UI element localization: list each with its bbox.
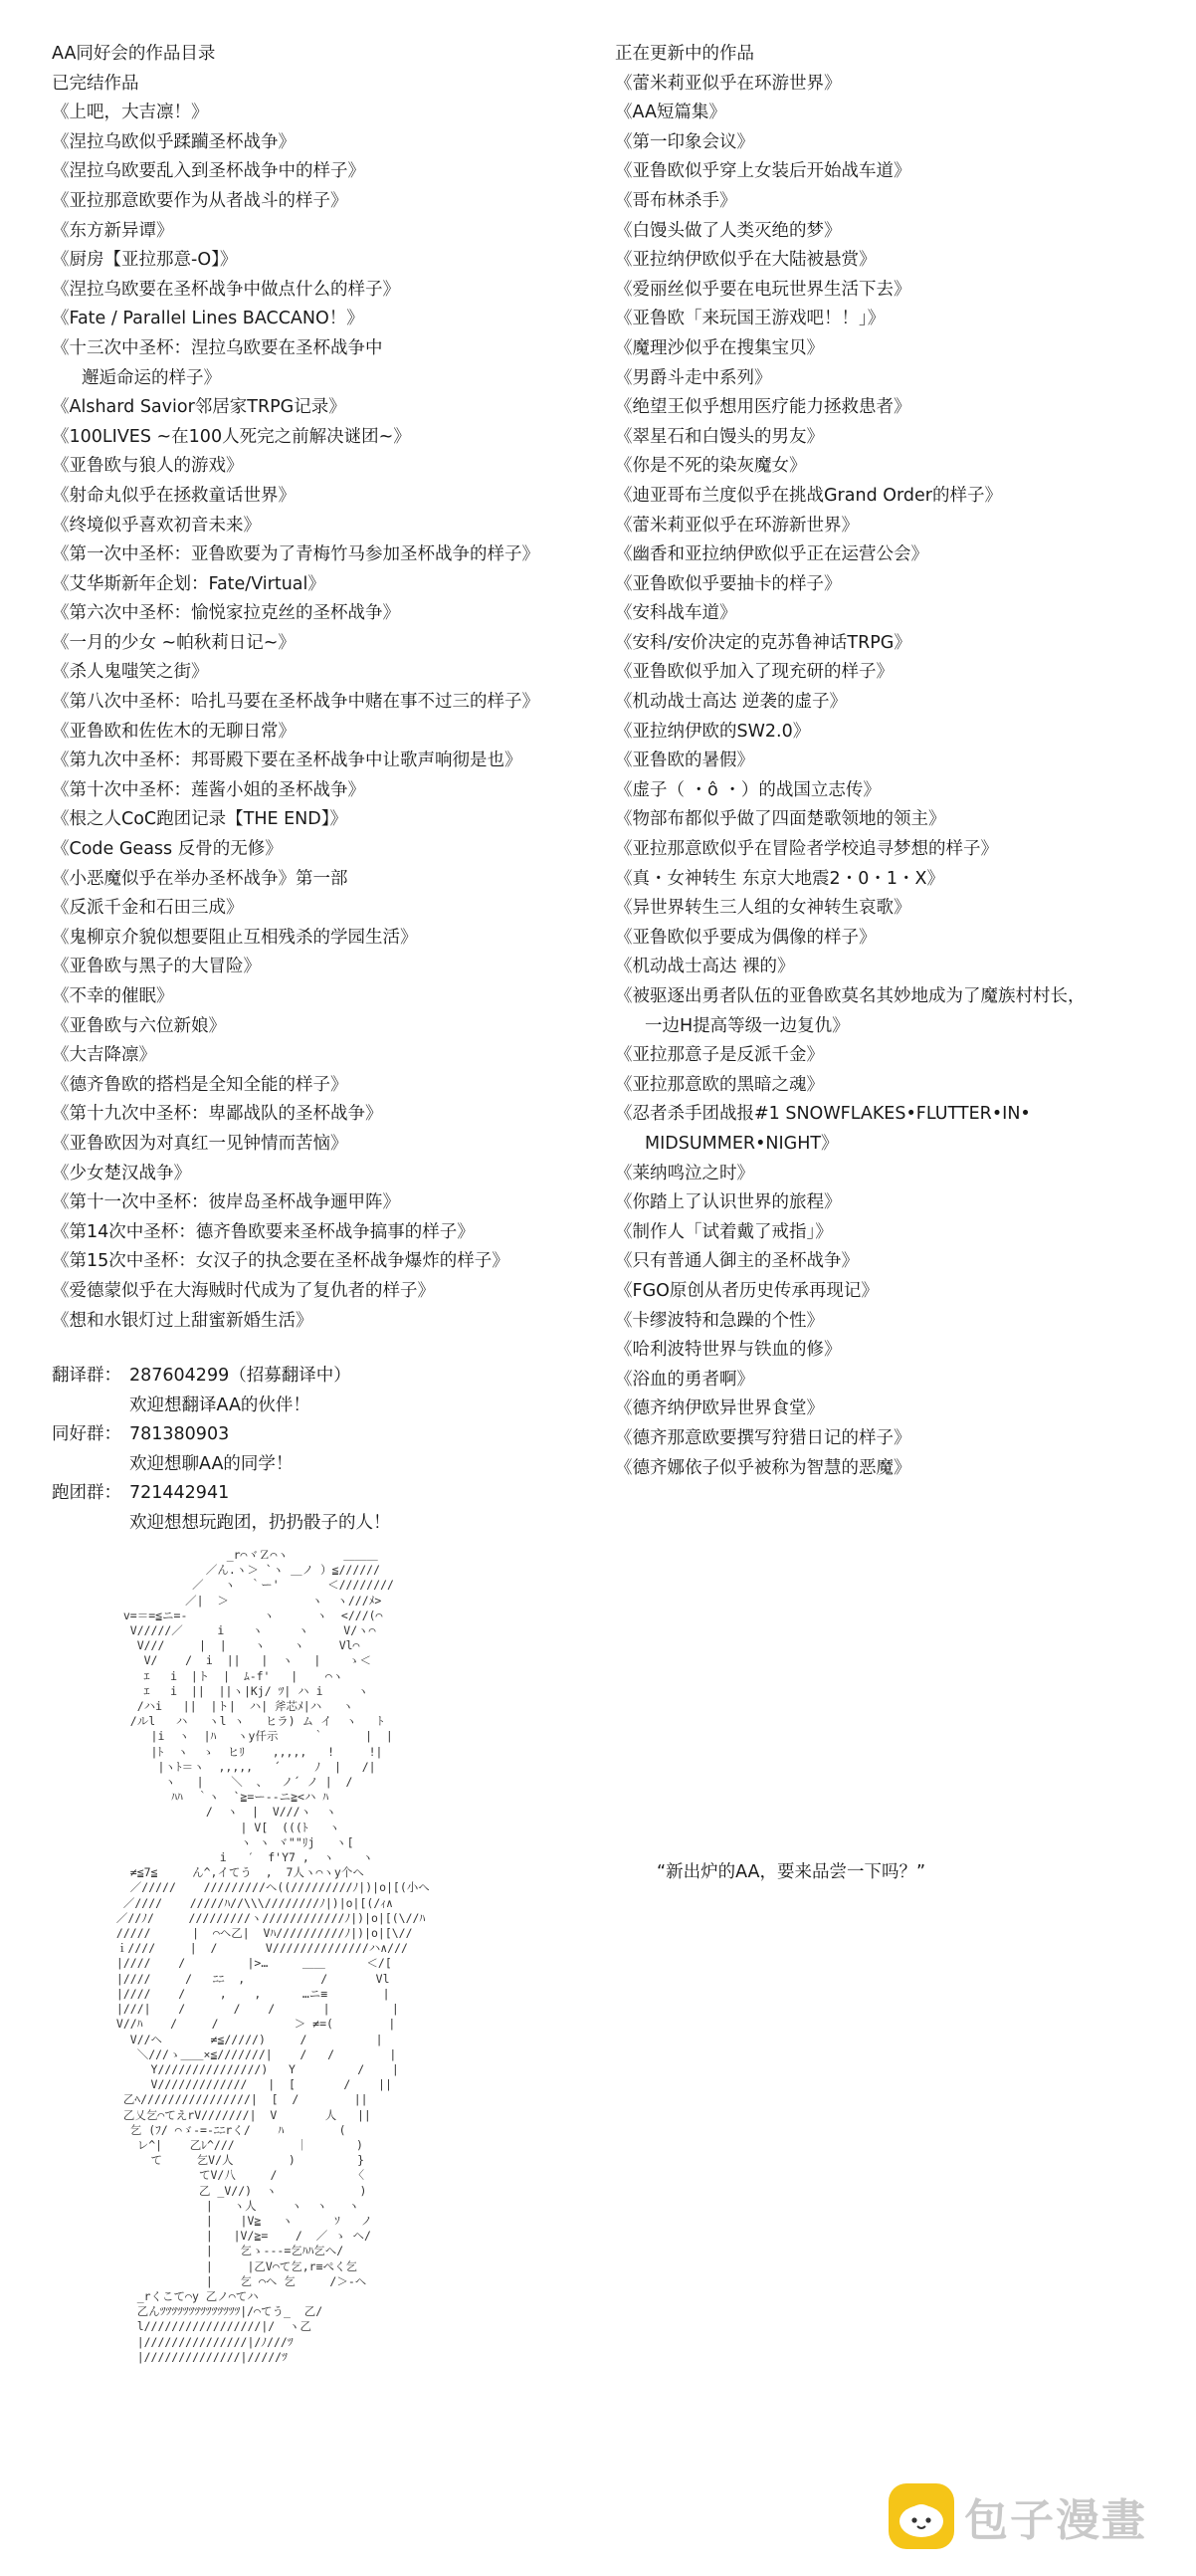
completed-item: 《一月的少女 ~帕秋莉日记~》 [52,632,296,653]
ongoing-item: 《亚拉那意欧似乎在冒险者学校追寻梦想的样子》 [615,839,998,860]
ongoing-item: 《亚鲁欧似乎穿上女装后开始战车道》 [615,161,911,182]
completed-item: 《Alshard Savior邻居家TRPG记录》 [52,397,346,418]
ongoing-item: 《亚鲁欧「来玩国王游戏吧！！」》 [615,309,886,329]
translate-group-note: 欢迎想翻译AA的伙伴！ [129,1395,310,1415]
catalog-heading: AA同好会的作品目录 [52,44,216,64]
ongoing-item: 《迪亚哥布兰度似乎在挑战Grand Order的样子》 [615,485,1002,506]
completed-item: 《100LIVES ~在100人死完之前解决谜团~》 [52,426,411,447]
ongoing-item: 《亚鲁欧似乎要抽卡的样子》 [615,573,842,594]
completed-item: 《涅拉乌欧要在圣杯战争中做点什么的样子》 [52,279,400,300]
completed-heading: 已完结作品 [52,73,139,94]
completed-item: 邂逅命运的样子》 [82,367,221,388]
completed-item: 《第十九次中圣杯：卑鄙战队的圣杯战争》 [52,1104,383,1125]
completed-item: 《根之人CoC跑团记录【THE END】》 [52,809,347,830]
rp-group-number: 721442941 [129,1483,230,1504]
fan-group-label: 同好群： [52,1424,121,1445]
completed-works-column [52,40,609,1336]
ongoing-item: MIDSUMMER•NIGHT》 [645,1133,839,1154]
ongoing-item: 《机动战士高达 逆袭的虚子》 [615,692,848,713]
ongoing-item: 《蕾米莉亚似乎在环游世界》 [615,73,842,94]
rp-group-note: 欢迎想想玩跑团，扔扔骰子的人！ [129,1512,391,1533]
watermark-text: 包子漫畫 [964,2495,1147,2546]
completed-item: 《亚鲁欧与狼人的游戏》 [52,456,244,477]
completed-item: 《第一次中圣杯：亚鲁欧要为了青梅竹马参加圣杯战争的样子》 [52,544,539,565]
completed-works-list [52,99,609,1336]
fan-group-number: 781380903 [129,1424,230,1445]
ongoing-item: 《第一印象会议》 [615,131,754,152]
completed-item: 《涅拉乌欧似乎蹂躏圣杯战争》 [52,131,296,152]
ongoing-heading: 正在更新中的作品 [615,44,754,64]
ongoing-item: 一边H提高等级一边复仇》 [645,1015,850,1036]
site-watermark [889,2476,1147,2556]
completed-item: 《上吧，大吉凛！》 [52,103,209,123]
translate-group-number: 287604299（招募翻译中） [129,1366,351,1386]
completed-item: 《亚鲁欧与六位新娘》 [52,1015,226,1036]
ongoing-item: 《哥布林杀手》 [615,190,737,211]
ongoing-item: 《白馒头做了人类灭绝的梦》 [615,220,842,241]
ongoing-item: 《你是不死的染灰魔女》 [615,456,807,477]
completed-item: 《十三次中圣杯：涅拉乌欧要在圣杯战争中 [52,337,383,358]
translate-group-label: 翻译群： [52,1366,121,1386]
completed-item: 《亚鲁欧与黑子的大冒险》 [52,957,261,977]
contact-groups [52,1362,609,1539]
translate-group-row [52,1362,609,1392]
completed-item: 《射命丸似乎在拯救童话世界》 [52,485,296,506]
ongoing-item: 《德齐娜依子似乎被称为智慧的恶魔》 [615,1457,911,1478]
completed-item: 《不幸的催眠》 [52,986,174,1006]
completed-item: 《爱德蒙似乎在大海贼时代成为了复仇者的样子》 [52,1280,435,1301]
completed-item: 《第六次中圣杯：愉悦家拉克丝的圣杯战争》 [52,603,400,624]
completed-item: 《亚鲁欧因为对真红一见钟情而苦恼》 [52,1133,348,1154]
completed-item: 《想和水银灯过上甜蜜新婚生活》 [52,1310,313,1331]
completed-item: 《终境似乎喜欢初音未来》 [52,515,261,536]
ascii-art-illustration [109,1548,627,2483]
ongoing-item: 《制作人「试着戴了戒指」》 [615,1221,833,1242]
completed-item: 《厨房【亚拉那意-O】》 [52,250,238,271]
rp-group-label: 跑团群： [52,1483,121,1504]
ongoing-item: 《蕾米莉亚似乎在环游新世界》 [615,515,859,536]
ongoing-item: 《德齐纳伊欧异世界食堂》 [615,1398,824,1419]
ongoing-item: 《亚鲁欧的暑假》 [615,751,754,771]
ongoing-item: 《亚拉纳伊欧的SW2.0》 [615,721,811,742]
ongoing-item: 《异世界转生三人组的女神转生哀歌》 [615,898,911,919]
ascii-art-text: _r⌒ヾＺ⌒ヽ ＿＿＿ ／ん.ヽ＞ `ヽ ＿ノ ）≦////// ／ ヽ ｀ー' ＜//////// ／| ＞ ヽ ヽ///ﾒ> v=＝=≦ニ=- ヽ ヽ <///(⌒ V/////／ i ヽ ヽ V/ヽ⌒ V/// | | ヽ ヽ Vl⌒ V/ / i || | ヽ | ゝ＜ ｴ i |ト | ﾑ-f' | ⌒ヽ ｴ i || ||ヽ|Kj/ ﾂ| ハ i ヽ /ハi || |ト| ハ| 斧芯ﾒ|ハ ヽ /ルl ハ ヽl ヽ ヒラ) ム イ ヽ ﾄ |i ヽ |ﾊ ヽy仟示 ｀ | | |ﾄ ヽ ゝ ヒﾘ ,,,,, ! !| |ヽﾄ＝ヽ ,,,,, ´ ﾉ | /| ヽ | ＼ 、 ノ´ ノ | / ﾊﾊ ｀ヽ `≧=ー-‐ニ≧<ハ ﾊ / ヽ | V///ヽ ヽ | V[ (((ﾄ ヽ ヽ ヽ ヾ""ﾘj ヽ[ i ′ f'Y7 , ヽ ヽ ≠≦7≦ ん^,イてう , 7人ヽ⌒ヽy个へ ／///// /////////ヘ((/////////ﾉ|)|o|[(小へ ／//// /////ﾊ//\\\////////ﾉ|)|o|[(/ｨ∧ ／//ﾉ/ /////////ヽ////////////ﾉ|)|o|[(\//ﾊ ///// | ⌒ヘ乙| Vﾊ//////////ﾉ|)|o|[\// ｉ//// | / V//////////////ハ∧/// |//// / |>… ＿＿ ＜/[ |//// / ﾆﾆ , / Vl |//// / , , …ニ≡ | |///| / / / | | V//ﾊ / / ＞ ≠=( | V//ヘ ≠≦/////) / | ＼///ゝ＿＿×≦///////| / / | Y///////////////) Y / | V///////////// | [ / || 乙ﾍ////////////////| [ / || 乙乂乞⌒てえrV///////| V 人 || 乞 (ﾌ/ ⌒ゞ-=-ﾆﾆrく/ ﾊ ( レ^| 乙ﾚ^/// ｜ ) て 乞V/人 ) } てV/八 / 〈 乙 _V//) ヽ ) | ヽ人 ヽ ヽ ヽ | |V≧ ヽ ｿ ノ | |V/≧= / ／ ゝ ヘ/ | 乞ゝ---=乞ﾊﾊ乞へ/ | |乙V⌒て乞,r≡ぺく乞 | 乞 ⌒ヘ 乞 /＞-ヘ _rくこて⌒y 乙ノ⌒てハ 乙んﾂﾂﾂﾂﾂﾂﾂﾂﾂﾂﾂﾂﾂﾂ|/⌒てう_ 乙/ l/////////////////|/ ヽ乙 |///////////////|/ﾉ///ﾂ |//////////////|/////ﾂ [115,1548,430,2364]
ongoing-item: 《魔理沙似乎在搜集宝贝》 [615,337,824,358]
completed-item: 《鬼柳京介貌似想要阻止互相残杀的学园生活》 [52,927,418,948]
ongoing-item: 《莱纳鸣泣之时》 [615,1163,754,1183]
ongoing-item: 《浴血的勇者啊》 [615,1369,754,1390]
ongoing-item: 《机动战士高达 裸的》 [615,957,795,977]
character-quote: “新出炉的AA，要来品尝一下吗？” [657,1862,926,1882]
ongoing-item: 《哈利波特世界与铁血的修》 [615,1340,842,1361]
ongoing-item: 《德齐那意欧要撰写狩猎日记的样子》 [615,1427,911,1448]
completed-item: 《杀人鬼嗤笑之街》 [52,662,209,683]
completed-item: 《第十一次中圣杯：彼岸岛圣杯战争逦甲阵》 [52,1192,400,1213]
completed-item: 《涅拉乌欧要乱入到圣杯战争中的样子》 [52,161,365,182]
completed-item: 《小恶魔似乎在举办圣杯战争》第一部 [52,868,348,889]
ongoing-item: 《绝望王似乎想用医疗能力拯救患者》 [615,397,911,418]
ongoing-item: 《亚拉那意子是反派千金》 [615,1045,824,1066]
ongoing-item: 《只有普通人御主的圣杯战争》 [615,1251,859,1272]
completed-item: 《少女楚汉战争》 [52,1163,191,1183]
ongoing-item: 《忍者杀手团战报#1 SNOWFLAKES•FLUTTER•IN• [615,1104,1031,1125]
ongoing-item: 《安科/安价决定的克苏鲁神话TRPG》 [615,632,911,653]
completed-item: 《大吉降凛》 [52,1045,156,1066]
ongoing-item: 《卡缪波特和急躁的个性》 [615,1310,824,1331]
ongoing-item: 《真・女神转生 东京大地震2・0・1・X》 [615,868,944,889]
completed-item: 《亚鲁欧和佐佐木的无聊日常》 [52,721,296,742]
ongoing-item: 《亚鲁欧似乎加入了现充研的样子》 [615,662,894,683]
ongoing-works-list [615,70,1172,1484]
completed-item: 《亚拉那意欧要作为从者战斗的样子》 [52,190,348,211]
fan-group-note: 欢迎想聊AA的同学！ [129,1453,294,1474]
ongoing-item: 《FGO原创从者历史传承再现记》 [615,1280,879,1301]
ongoing-item: 《亚鲁欧似乎要成为偶像的样子》 [615,927,877,948]
bun-mascot-icon [889,2483,954,2549]
ongoing-item: 《亚拉那意欧的黑暗之魂》 [615,1074,824,1095]
completed-item: 《第14次中圣杯：德齐鲁欧要来圣杯战争搞事的样子》 [52,1221,475,1242]
rp-group-row [52,1479,609,1509]
completed-item: 《Fate / Parallel Lines BACCANO！》 [52,309,364,329]
completed-item: 《第九次中圣杯：邦哥殿下要在圣杯战争中让歌声响彻是也》 [52,751,522,771]
completed-item: 《第十次中圣杯：莲酱小姐的圣杯战争》 [52,779,365,800]
ongoing-item: 《幽香和亚拉纳伊欧似乎正在运营公会》 [615,544,928,565]
ongoing-item: 《物部布都似乎做了四面楚歌领地的领主》 [615,809,946,830]
completed-item: 《反派千金和石田三成》 [52,898,244,919]
completed-item: 《德齐鲁欧的搭档是全知全能的样子》 [52,1074,348,1095]
ongoing-item: 《虚子（ ・ô ・）的战国立志传》 [615,779,881,800]
completed-item: 《东方新异谭》 [52,220,174,241]
ongoing-item: 《你踏上了认识世界的旅程》 [615,1192,842,1213]
ongoing-item: 《安科战车道》 [615,603,737,624]
ongoing-item: 《爱丽丝似乎要在电玩世界生活下去》 [615,279,911,300]
ongoing-item: 《AA短篇集》 [615,103,726,123]
completed-item: 《第八次中圣杯：哈扎马要在圣杯战争中赌在事不过三的样子》 [52,692,539,713]
completed-item: 《第15次中圣杯：女汉子的执念要在圣杯战争爆炸的样子》 [52,1251,509,1272]
ongoing-item: 《男爵斗走中系列》 [615,367,772,388]
completed-item: 《艾华斯新年企划：Fate/Virtual》 [52,573,325,594]
ongoing-item: 《被驱逐出勇者队伍的亚鲁欧莫名其妙地成为了魔族村村长， [615,986,1086,1006]
fan-group-row [52,1420,609,1450]
ongoing-item: 《亚拉纳伊欧似乎在大陆被悬赏》 [615,250,877,271]
completed-item: 《Code Geass 反骨的无修》 [52,839,283,860]
ongoing-works-column [615,40,1172,1483]
ongoing-item: 《翠星石和白馒头的男友》 [615,426,824,447]
